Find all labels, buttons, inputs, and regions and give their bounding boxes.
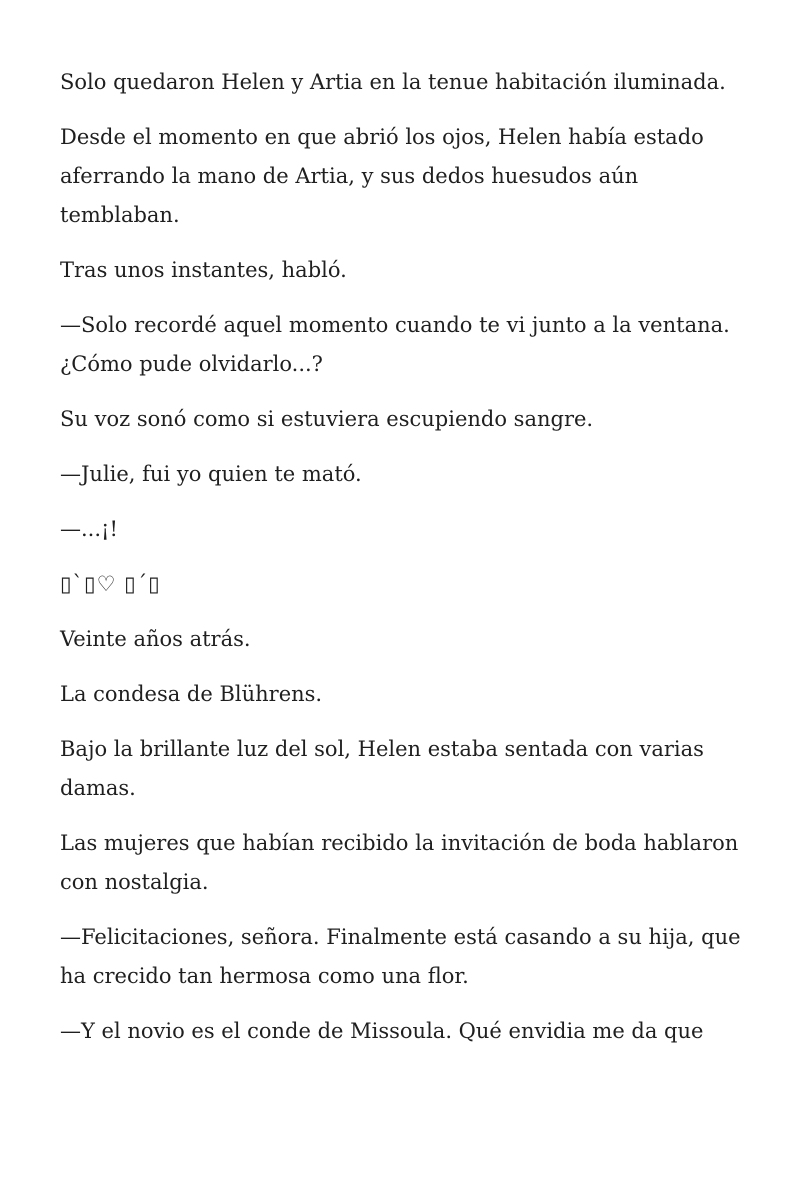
paragraph: Desde el momento en que abrió los ojos, Helen había estado aferrando la mano de Artia, y sus dedos huesudos aún temblaban. [60, 125, 704, 227]
paragraph: La condesa de Blührens. [60, 682, 323, 706]
paragraph: Tras unos instantes, habló. [60, 258, 347, 282]
dialogue-line: —Julie, fui yo quien te mató. [60, 462, 362, 486]
scene-divider: ▯`▯♡ ▯´▯ [60, 572, 161, 596]
dialogue-line: —Felicitaciones, señora. Finalmente está casando a su hija, que ha crecido tan hermosa como una flor. [60, 925, 741, 988]
dialogue-line: —Y el novio es el conde de Missoula. Qué envidia me da que [60, 1019, 704, 1043]
dialogue-line: —Solo recordé aquel momento cuando te vi junto a la ventana. ¿Cómo pude olvidarlo...? [60, 313, 730, 376]
paragraph: Bajo la brillante luz del sol, Helen estaba sentada con varias damas. [60, 737, 704, 800]
dialogue-line: —...¡! [60, 517, 118, 541]
paragraph: Solo quedaron Helen y Artia en la tenue habitación iluminada. [60, 70, 726, 94]
document-body [60, 63, 750, 1067]
paragraph: Las mujeres que habían recibido la invitación de boda hablaron con nostalgia. [60, 831, 739, 894]
paragraph: Su voz sonó como si estuviera escupiendo sangre. [60, 407, 594, 431]
paragraph: Veinte años atrás. [60, 627, 251, 651]
